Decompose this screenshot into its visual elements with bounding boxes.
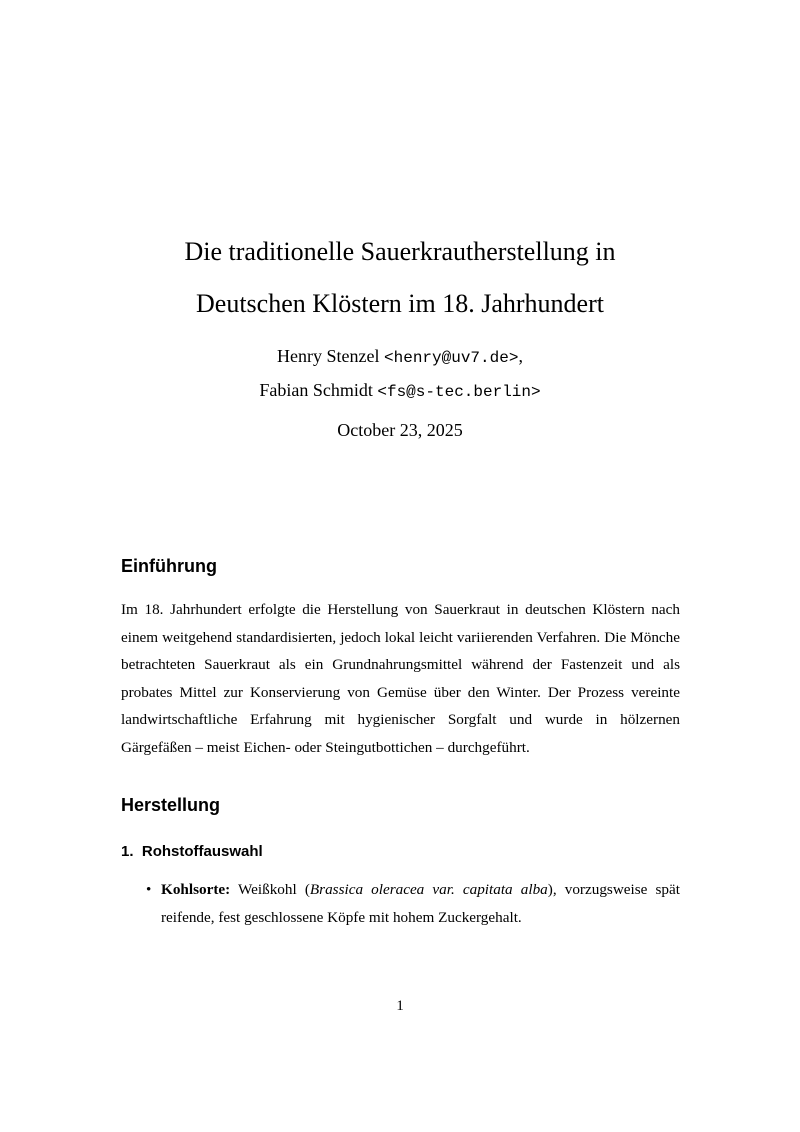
subsection-heading bbox=[121, 842, 263, 862]
author-2-name: Fabian Schmidt bbox=[259, 380, 373, 400]
bullet-text-after: ), vorzugsweise spät reifende, fest geschlossene Köpfe mit hohem Zuckergehalt. bbox=[161, 881, 680, 926]
section-heading-production: Herstellung bbox=[121, 795, 221, 815]
author-2 bbox=[0, 374, 800, 408]
author-1-email[interactable]: <henry@uv7.de> bbox=[384, 349, 519, 367]
subsection-number: 1. bbox=[121, 843, 134, 860]
paper-title bbox=[0, 226, 800, 330]
section-heading-intro: Einführung bbox=[121, 556, 217, 576]
bullet-text-before: Weißkohl ( bbox=[230, 881, 310, 898]
bullet-list bbox=[146, 876, 680, 931]
intro-paragraph: Im 18. Jahrhundert erfolgte die Herstellung von Sauerkraut in deutschen Klöstern nach einem weitgehend standardisierten, jedoch lokal leicht variierenden Verfahren. Die Mönche betrachteten Sauerkraut als ein Grundnahrungsmittel während der Fastenzeit und als probates Mittel zur Konservierung von Gemüse über den Winter. Der Prozess vereinte landwirtschaftliche Erfahrung mit hygienischer Sorgfalt und wurde in hölzernen Gärgefäßen – meist Eichen- oder Steingutbottichen – durchgeführt. bbox=[121, 601, 680, 756]
list-item bbox=[146, 876, 680, 931]
author-list bbox=[0, 340, 800, 408]
bullet-italic-term: Brassica oleracea var. capitata alba bbox=[309, 881, 548, 898]
bullet-label: Kohlsorte: bbox=[161, 881, 231, 898]
author-2-email[interactable]: <fs@s-tec.berlin> bbox=[377, 383, 541, 401]
author-1 bbox=[0, 340, 800, 374]
bullet-icon: • bbox=[146, 881, 152, 898]
publication-date: October 23, 2025 bbox=[337, 420, 463, 440]
author-1-name: Henry Stenzel bbox=[277, 346, 380, 366]
title-line-2: Deutschen Klöstern im 18. Jahrhundert bbox=[196, 289, 604, 318]
title-line-1: Die traditionelle Sauerkrautherstellung in bbox=[184, 237, 616, 266]
page-number: 1 bbox=[396, 997, 404, 1014]
subsection-title: Rohstoffauswahl bbox=[141, 843, 263, 860]
author-separator: , bbox=[518, 346, 523, 366]
